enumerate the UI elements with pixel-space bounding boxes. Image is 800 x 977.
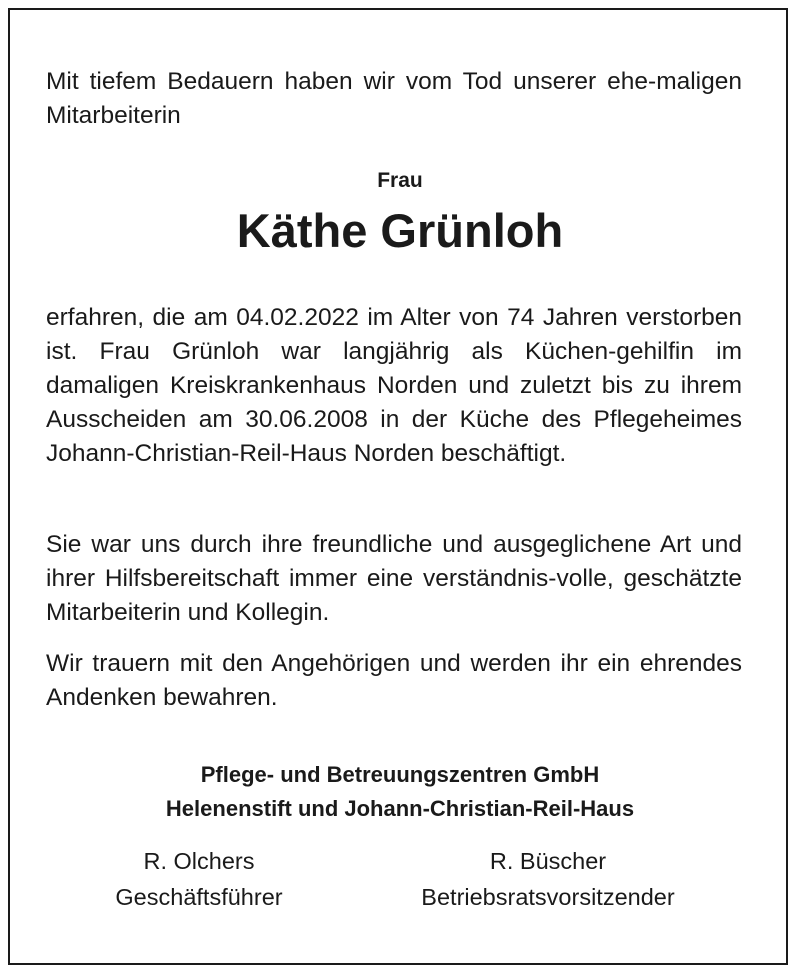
- signatory-title: Geschäftsführer: [115, 884, 283, 910]
- deceased-name: Käthe Grünloh: [236, 204, 564, 257]
- signature-block-left: [34, 843, 364, 915]
- signature-block-right: [383, 843, 713, 915]
- signatory-title: Betriebsratsvorsitzender: [421, 884, 675, 910]
- paragraph-tribute: Sie war uns durch ihre freundliche und ausgeglichene Art und ihrer Hilfsbereitschaft immer eine verständnis-volle, geschätzte Mitarbeiterin und Kollegin.: [46, 531, 742, 626]
- paragraph-details: erfahren, die am 04.02.2022 im Alter von 74 Jahren verstorben ist. Frau Grünloh war langjährig als Küchen-gehilfin im damaligen Kreiskrankenhaus Norden und zuletzt bis zu ihrem Ausscheiden am 30.06.2008 in der Küche des Pflegeheimes Johann-Christian-Reil-Haus Norden beschäftigt.: [46, 304, 742, 467]
- paragraph-condolence: Wir trauern mit den Angehörigen und werden ihr ein ehrendes Andenken bewahren.: [46, 650, 742, 711]
- organization-facilities: Helenenstift und Johann-Christian-Reil-Haus: [165, 796, 635, 821]
- signatory-name: R. Olchers: [143, 848, 255, 874]
- name-prefix: Frau: [377, 169, 423, 192]
- signatory-name: R. Büscher: [489, 848, 607, 874]
- intro-text: Mit tiefem Bedauern haben wir vom Tod unserer ehe-maligen Mitarbeiterin: [46, 68, 742, 129]
- organization-name: Pflege- und Betreuungszentren GmbH: [200, 762, 600, 787]
